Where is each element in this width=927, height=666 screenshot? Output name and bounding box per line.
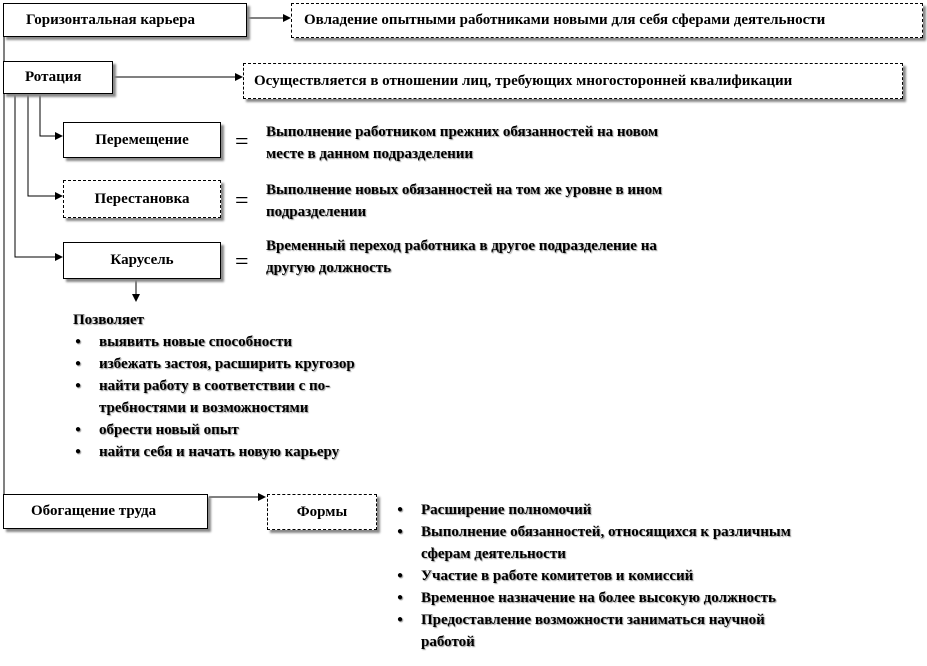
enrichment-box xyxy=(3,494,208,529)
peremeshenie-desc-line1: Выполнение работником прежних обязанностей на новом xyxy=(266,124,659,140)
list-item: ● найти работу в соответствии с по- требностями и возможностями xyxy=(73,375,355,419)
forms-label: Формы xyxy=(296,503,348,520)
list-item: ● Временное назначение на более высокую должность xyxy=(395,587,791,609)
karusel-box xyxy=(63,242,221,279)
horizontal-career-box xyxy=(3,3,247,37)
equals-sign-1: = xyxy=(235,129,249,155)
horizontal-career-desc: Овладение опытными работниками новыми для себя сферами деятельности xyxy=(304,12,826,28)
allows-title: Позволяет xyxy=(73,312,145,328)
list-item: ● избежать застоя, расширить кругозор xyxy=(73,353,355,375)
list-item: ● Предоставление возможности заниматься научной работой xyxy=(395,609,791,653)
karusel-label: Карусель xyxy=(110,252,174,268)
branch-perestanovka xyxy=(28,93,62,196)
karusel-desc-line2: другую должность xyxy=(266,260,392,276)
equals-sign-3: = xyxy=(235,249,249,275)
peremeshenie-label: Перемещение xyxy=(95,131,189,148)
perestanovka-desc-line2: подразделении xyxy=(266,204,367,220)
forms-list xyxy=(395,499,791,653)
list-item: ● Выполнение обязанностей, относящихся к различным сферам деятельности xyxy=(395,521,791,565)
rotation-box xyxy=(3,61,113,94)
list-item: ● найти себя и начать новую карьеру xyxy=(73,441,355,463)
horizontal-career-label: Горизонтальная карьера xyxy=(26,11,196,28)
perestanovka-desc-line1: Выполнение новых обязанностей на том же уровне в ином xyxy=(266,182,663,198)
perestanovka-label: Перестановка xyxy=(94,190,190,207)
rotation-desc-box xyxy=(243,63,903,99)
list-item: ● Расширение полномочий xyxy=(395,499,791,521)
list-item: ● выявить новые способности xyxy=(73,331,355,353)
list-item: ● обрести новый опыт xyxy=(73,419,355,441)
karusel-desc-line1: Временный переход работника в другое подразделение на xyxy=(266,238,657,254)
peremeshenie-desc-line2: месте в данном подразделении xyxy=(266,146,474,162)
rotation-label: Ротация xyxy=(25,69,82,85)
perestanovka-box xyxy=(63,180,221,218)
branch-karusel xyxy=(15,93,62,257)
branch-peremeshenie xyxy=(40,93,62,136)
peremeshenie-box xyxy=(63,122,221,158)
forms-box xyxy=(267,494,377,530)
rotation-desc: Осуществляется в отношении лиц, требующих многосторонней квалификации xyxy=(254,72,793,89)
equals-sign-2: = xyxy=(235,188,249,214)
horizontal-career-desc-box xyxy=(291,3,923,38)
allows-list xyxy=(73,331,355,463)
list-item: ● Участие в работе комитетов и комиссий xyxy=(395,565,791,587)
enrichment-label: Обогащение труда xyxy=(31,503,157,519)
